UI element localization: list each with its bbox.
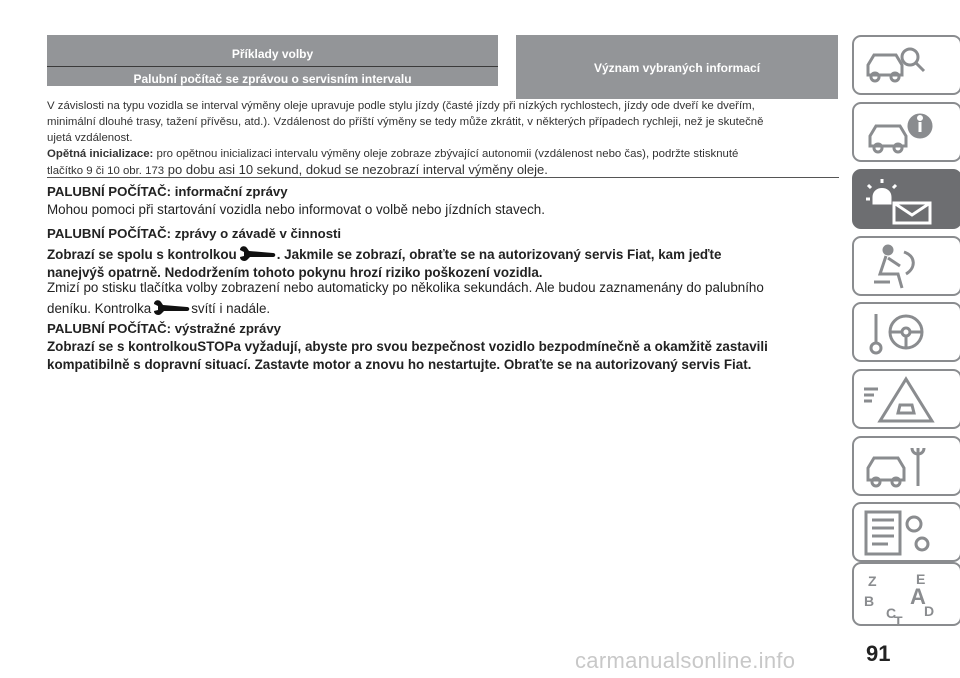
table-header-right-title: Význam vybraných informací: [593, 61, 761, 75]
tab-warning-lights[interactable]: [852, 169, 960, 229]
fault-bold-b: . Jakmile se zobrazí, obraťte se na autorizovaný servis Fiat, kam jeďte: [276, 247, 722, 262]
tab-maintenance[interactable]: [852, 436, 960, 496]
intro-line-3: ujetá vzdálenost.: [47, 132, 133, 144]
car-wrench-icon: [860, 442, 940, 492]
alphabet-index-icon: [860, 568, 950, 626]
car-warning-triangle-icon: [860, 375, 940, 425]
reinit-label: Opětná inicializace:: [47, 148, 154, 160]
warning-light-message-icon: [860, 175, 940, 225]
tab-starting-driving[interactable]: [852, 302, 960, 362]
fault-bold-a: Zobrazí se spolu s kontrolkou: [47, 247, 237, 262]
fault-text-b: deníku. Kontrolka: [47, 301, 152, 316]
warn-text-b: kompatibilně s dopravní situací. Zastavte motor a znovu ho nestartujte. Obraťte se na autorizovaný servis Fiat.: [47, 357, 752, 372]
table-header-left-title: Příklady volby: [231, 47, 314, 61]
table-header-right: [516, 35, 838, 99]
wrench-icon: [237, 243, 277, 263]
airbag-seat-icon: [860, 242, 940, 292]
table-header-left: [47, 35, 498, 86]
table-header-left-subtitle: Palubní počítač se zprávou o servisním intervalu: [133, 72, 412, 86]
tab-index[interactable]: [852, 562, 960, 626]
tab-car-info[interactable]: [852, 102, 960, 162]
warning-messages-heading: PALUBNÍ POČÍTAČ: výstražné zprávy: [47, 321, 282, 336]
tab-emergency[interactable]: [852, 369, 960, 429]
reinit-line: [47, 146, 847, 162]
car-info-icon: [860, 108, 940, 158]
index-letter-c: C: [886, 605, 897, 621]
warn-text-a: Zobrazí se s kontrolkouSTOPa vyžadují, abyste pro svou bezpečnost vozidlo bezpodmínečně a okamžitě zastavili: [47, 339, 768, 354]
info-messages-text: Mohou pomoci při startování vozidla nebo informovat o volbě nebo jízdních stavech.: [47, 202, 545, 217]
page-number: 91: [866, 641, 891, 666]
index-letter-z: Z: [868, 573, 877, 589]
table-header-divider: [47, 66, 498, 67]
list-gears-icon: [860, 508, 940, 558]
fault-warning-bold: [47, 243, 837, 282]
index-letter-b: B: [864, 593, 875, 609]
wrench-icon: [151, 297, 191, 317]
fault-text-a: Zmizí po stisku tlačítka volby zobrazení nebo automaticky po několika sekundách. Ale budou zaznamenány do palubního: [47, 280, 764, 295]
reinit-text: pro opětnou inicializaci intervalu výměny oleje zobraze zbývající autonomii (vzdálenost nebo čas), podržte stisknuté: [153, 148, 739, 160]
car-search-icon: [860, 41, 940, 91]
intro-paragraph: [47, 98, 847, 179]
tab-technical-data[interactable]: [852, 502, 960, 562]
warning-messages-text: [47, 338, 837, 374]
tab-car-search[interactable]: [852, 35, 960, 95]
tab-safety[interactable]: [852, 236, 960, 296]
intro-line-1: V závislosti na typu vozidla se interval výměny oleje upravuje podle stylu jízdy (časté jízdy při nízkých rychlostech, jízdy ode dveří ke dveřím,: [47, 100, 755, 112]
intro-line-2: minimální dlouhé trasy, tažení přívěsu, atd.). Vzdálenost do příští výměny se tedy může zkrátit, v některých případech rychleji, než je skutečně: [47, 116, 764, 128]
fault-bold-c: nanejvýš opatrně. Nedodržením tohoto pokynu hrozí riziko poškození vozidla.: [47, 265, 543, 280]
key-steering-wheel-icon: [860, 308, 940, 358]
info-messages-heading: PALUBNÍ POČÍTAČ: informační zprávy: [47, 184, 288, 199]
watermark-text: carmanualsonline.info: [575, 648, 796, 673]
fault-text: [47, 279, 837, 318]
intro-line-5-small: tlačítko 9 či 10 obr. 173: [47, 165, 165, 177]
index-letter-d: D: [924, 603, 935, 619]
section-divider: [47, 177, 839, 178]
index-letter-a: A: [910, 584, 926, 609]
fault-messages-heading: PALUBNÍ POČÍTAČ: zprávy o závadě v činnosti: [47, 226, 342, 241]
index-letter-e: E: [916, 571, 926, 587]
fault-text-c: svítí i nadále.: [191, 301, 271, 316]
intro-line-5-big: po dobu asi 10 sekund, dokud se nezobrazí interval výměny oleje.: [164, 162, 548, 177]
index-letter-t: T: [894, 613, 903, 626]
